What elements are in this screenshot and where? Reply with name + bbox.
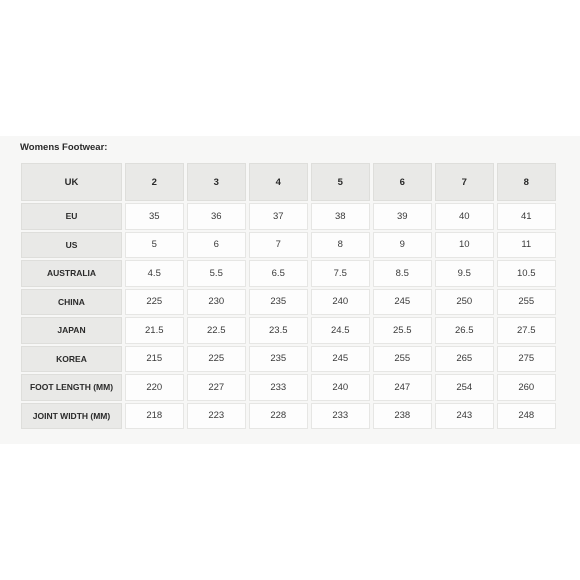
table-cell: 240	[311, 289, 371, 316]
table-cell: 218	[125, 403, 185, 430]
chart-title: Womens Footwear:	[20, 142, 108, 153]
row-label: US	[21, 232, 122, 259]
table-cell: 23.5	[249, 317, 309, 344]
table-cell: 24.5	[311, 317, 371, 344]
table-cell: 235	[249, 289, 309, 316]
table-cell: 5	[125, 232, 185, 259]
table-cell: 26.5	[435, 317, 495, 344]
row-label: JOINT WIDTH (MM)	[21, 403, 122, 430]
table-cell: 260	[497, 374, 557, 401]
size-chart-table	[21, 163, 556, 429]
header-cell-size: 5	[311, 163, 371, 201]
table-cell: 25.5	[373, 317, 433, 344]
table-cell: 230	[187, 289, 247, 316]
table-cell: 8	[311, 232, 371, 259]
table-cell: 215	[125, 346, 185, 373]
header-cell-size: 8	[497, 163, 557, 201]
table-cell: 233	[311, 403, 371, 430]
table-cell: 9.5	[435, 260, 495, 287]
table-cell: 275	[497, 346, 557, 373]
table-cell: 243	[435, 403, 495, 430]
table-cell: 225	[187, 346, 247, 373]
table-cell: 223	[187, 403, 247, 430]
table-cell: 10	[435, 232, 495, 259]
table-cell: 6.5	[249, 260, 309, 287]
table-cell: 38	[311, 203, 371, 230]
table-cell: 240	[311, 374, 371, 401]
header-cell-size: 2	[125, 163, 185, 201]
table-cell: 10.5	[497, 260, 557, 287]
table-cell: 35	[125, 203, 185, 230]
header-cell-size: 4	[249, 163, 309, 201]
table-cell: 9	[373, 232, 433, 259]
table-cell: 8.5	[373, 260, 433, 287]
table-cell: 250	[435, 289, 495, 316]
table-cell: 235	[249, 346, 309, 373]
table-cell: 36	[187, 203, 247, 230]
table-cell: 4.5	[125, 260, 185, 287]
table-cell: 265	[435, 346, 495, 373]
table-cell: 41	[497, 203, 557, 230]
row-label: JAPAN	[21, 317, 122, 344]
row-label: EU	[21, 203, 122, 230]
table-cell: 40	[435, 203, 495, 230]
table-cell: 5.5	[187, 260, 247, 287]
table-cell: 39	[373, 203, 433, 230]
table-cell: 247	[373, 374, 433, 401]
table-cell: 27.5	[497, 317, 557, 344]
table-cell: 22.5	[187, 317, 247, 344]
table-cell: 11	[497, 232, 557, 259]
row-label: FOOT LENGTH (MM)	[21, 374, 122, 401]
header-cell-size: 7	[435, 163, 495, 201]
header-cell-size: 3	[187, 163, 247, 201]
table-cell: 255	[497, 289, 557, 316]
table-cell: 238	[373, 403, 433, 430]
table-cell: 227	[187, 374, 247, 401]
table-cell: 220	[125, 374, 185, 401]
table-cell: 233	[249, 374, 309, 401]
table-cell: 254	[435, 374, 495, 401]
table-cell: 245	[311, 346, 371, 373]
header-cell-size: 6	[373, 163, 433, 201]
table-cell: 225	[125, 289, 185, 316]
table-cell: 245	[373, 289, 433, 316]
table-cell: 7.5	[311, 260, 371, 287]
table-cell: 21.5	[125, 317, 185, 344]
table-cell: 37	[249, 203, 309, 230]
row-label: AUSTRALIA	[21, 260, 122, 287]
table-cell: 248	[497, 403, 557, 430]
table-cell: 6	[187, 232, 247, 259]
row-label: CHINA	[21, 289, 122, 316]
table-cell: 228	[249, 403, 309, 430]
table-cell: 7	[249, 232, 309, 259]
header-cell-uk: UK	[21, 163, 122, 201]
table-cell: 255	[373, 346, 433, 373]
row-label: KOREA	[21, 346, 122, 373]
